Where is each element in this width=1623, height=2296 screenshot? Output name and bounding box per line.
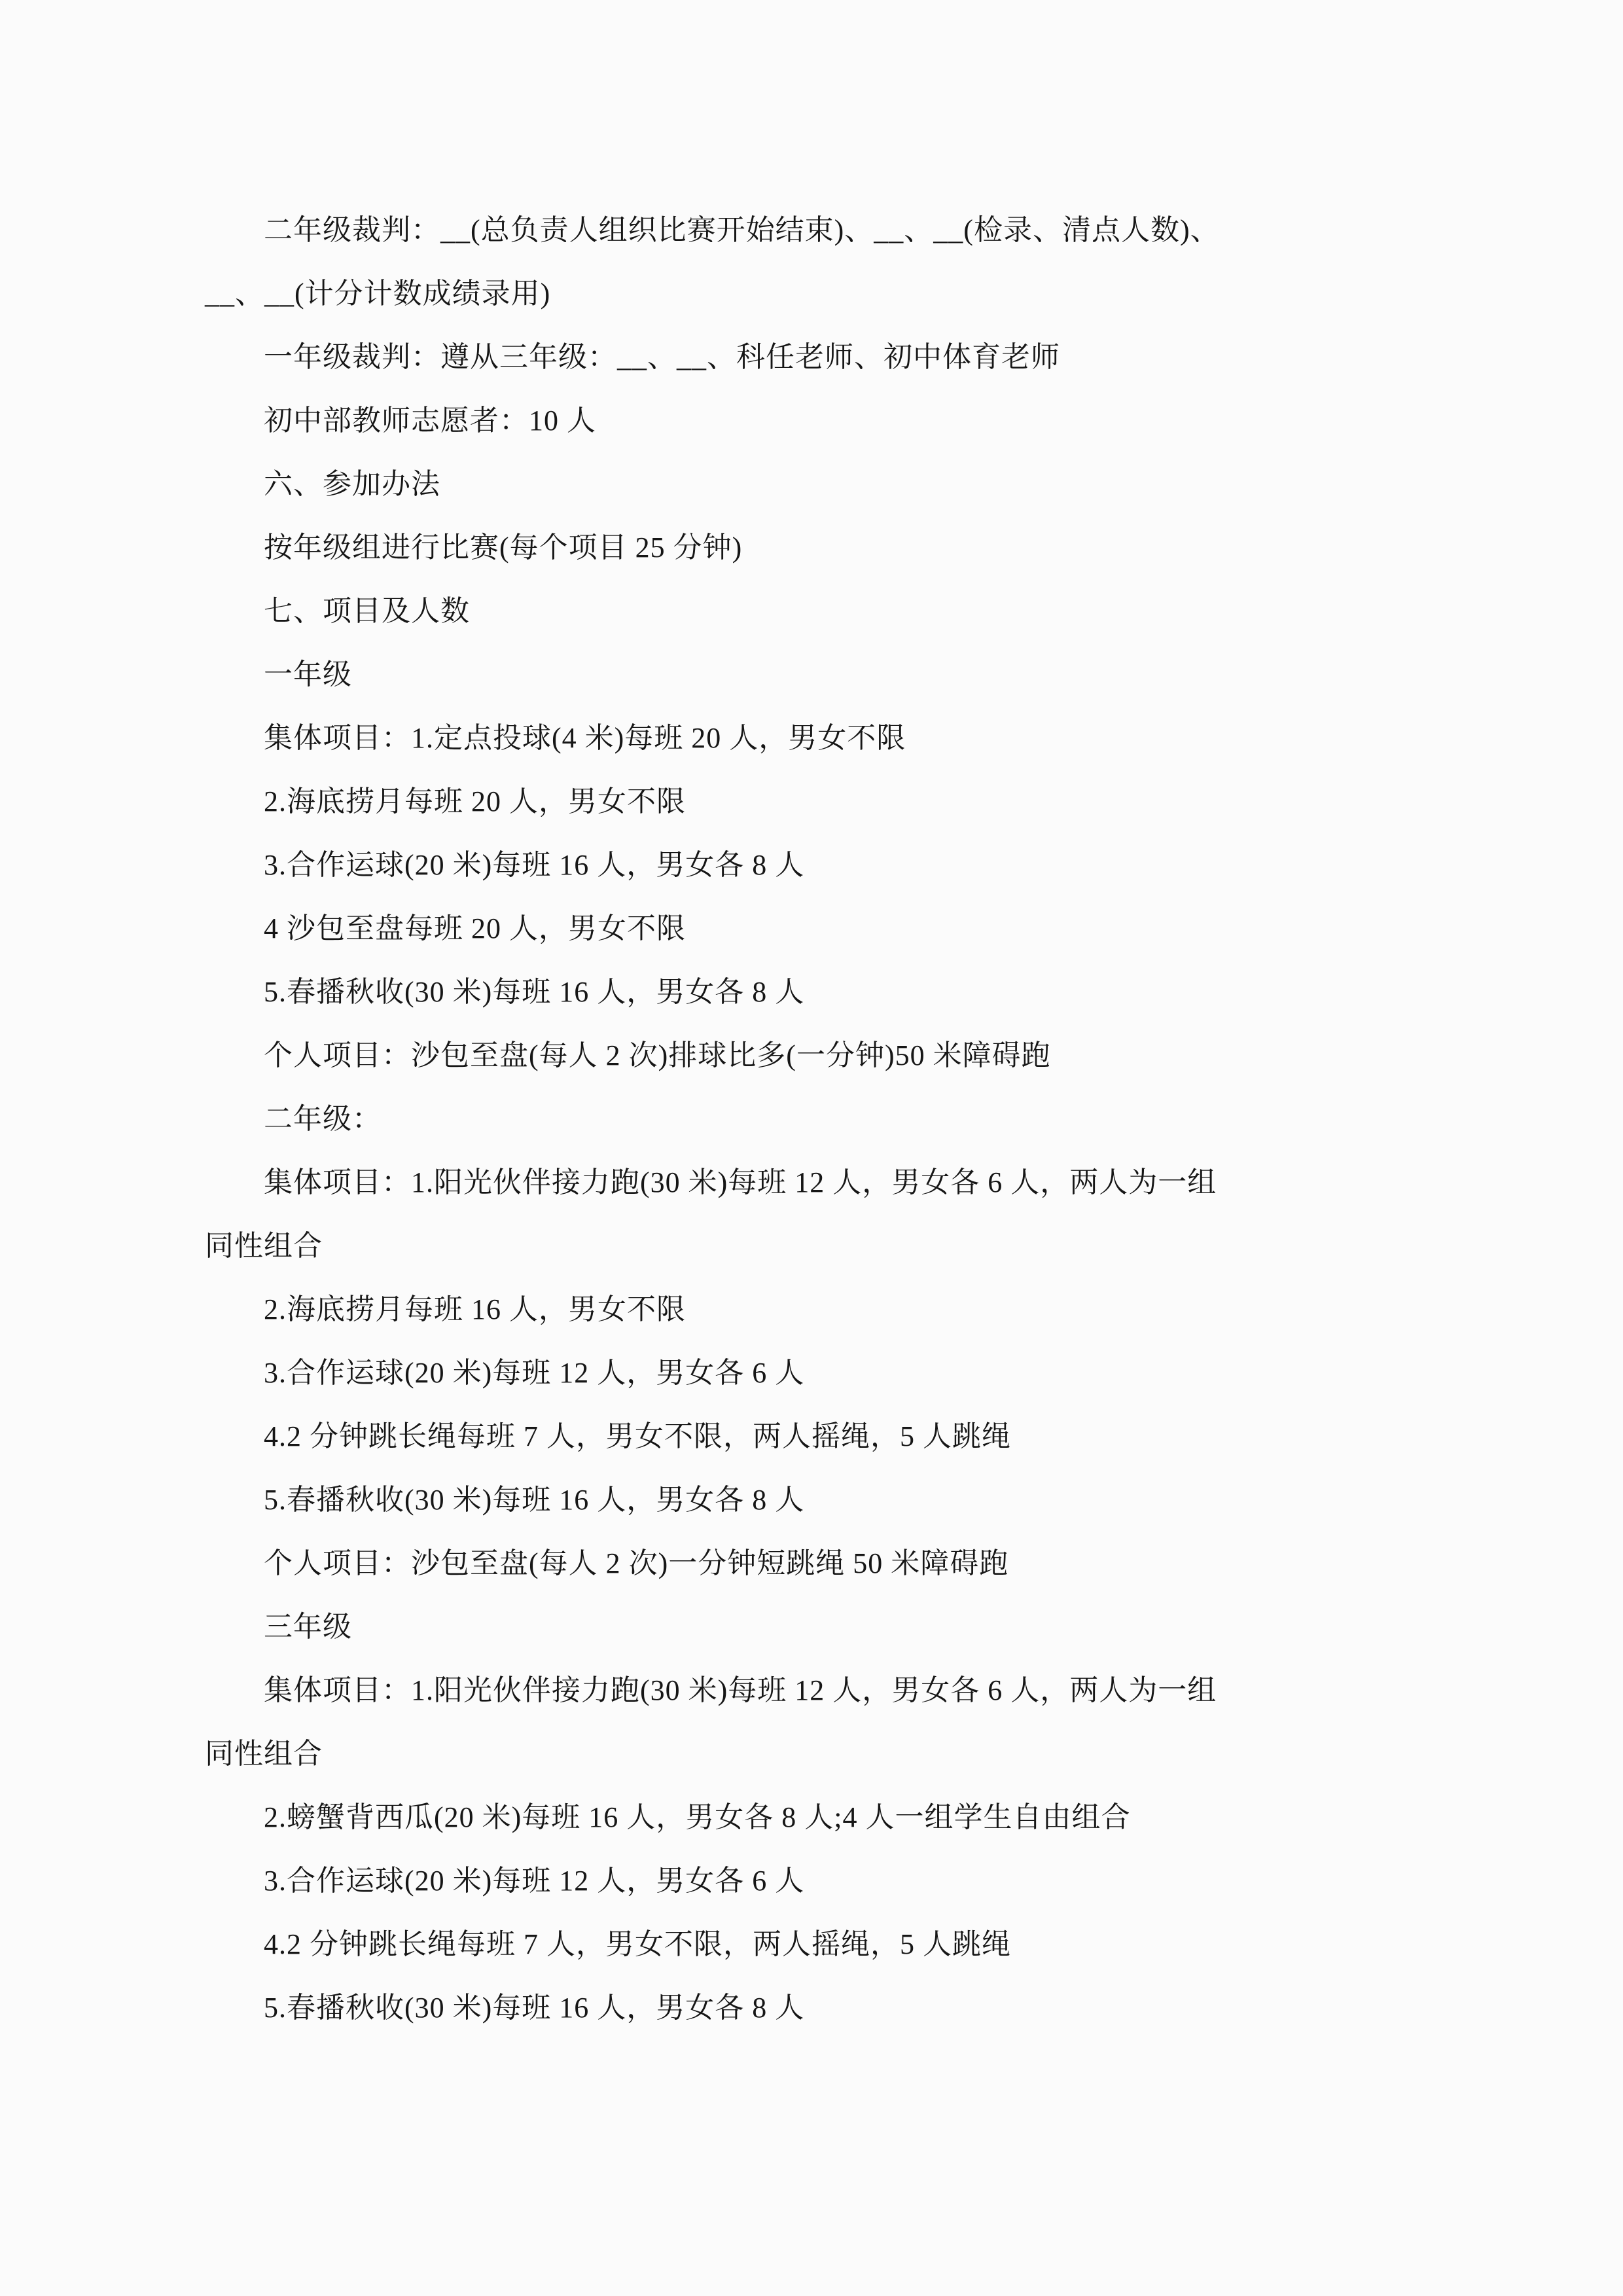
document-line: 集体项目：1.定点投球(4 米)每班 20 人，男女不限	[264, 722, 906, 754]
document-line: 2.海底捞月每班 20 人，男女不限	[264, 785, 686, 817]
document-line: 2.螃蟹背西瓜(20 米)每班 16 人，男女各 8 人;4 人一组学生自由组合	[264, 1801, 1131, 1833]
document-grade-heading: 一年级	[264, 658, 352, 691]
document-section-heading: 六、参加办法	[264, 468, 440, 500]
document-line: 二年级裁判：__(总负责人组织比赛开始结束)、__、__(检录、清点人数)、	[264, 214, 1220, 246]
document-section-heading: 七、项目及人数	[264, 595, 470, 627]
document-line: 5.春播秋收(30 米)每班 16 人，男女各 8 人	[264, 1992, 805, 2024]
document-grade-heading: 二年级：	[264, 1103, 382, 1135]
document-line: 5.春播秋收(30 米)每班 16 人，男女各 8 人	[264, 1484, 805, 1516]
document-line: 一年级裁判：遵从三年级：__、__、科任老师、初中体育老师	[264, 341, 1060, 373]
document-line: __、__(计分计数成绩录用)	[205, 278, 551, 310]
document-line: 3.合作运球(20 米)每班 16 人，男女各 8 人	[264, 849, 805, 881]
document-line: 3.合作运球(20 米)每班 12 人，男女各 6 人	[264, 1357, 805, 1389]
document-line: 2.海底捞月每班 16 人，男女不限	[264, 1293, 686, 1325]
document-line: 同性组合	[205, 1230, 323, 1262]
document-body	[205, 198, 1422, 2039]
document-line: 5.春播秋收(30 米)每班 16 人，男女各 8 人	[264, 976, 805, 1008]
document-line: 4 沙包至盘每班 20 人，男女不限	[264, 912, 686, 944]
document-grade-heading: 三年级	[264, 1611, 352, 1643]
document-line: 集体项目：1.阳光伙伴接力跑(30 米)每班 12 人，男女各 6 人，两人为一组	[264, 1674, 1217, 1706]
document-line: 3.合作运球(20 米)每班 12 人，男女各 6 人	[264, 1865, 805, 1897]
document-line: 个人项目：沙包至盘(每人 2 次)排球比多(一分钟)50 米障碍跑	[264, 1039, 1051, 1071]
document-line: 初中部教师志愿者：10 人	[264, 404, 596, 437]
document-line: 按年级组进行比赛(每个项目 25 分钟)	[264, 531, 743, 564]
document-line: 4.2 分钟跳长绳每班 7 人，男女不限，两人摇绳，5 人跳绳	[264, 1928, 1011, 1960]
document-line: 4.2 分钟跳长绳每班 7 人，男女不限，两人摇绳，5 人跳绳	[264, 1420, 1011, 1452]
document-line: 集体项目：1.阳光伙伴接力跑(30 米)每班 12 人，男女各 6 人，两人为一组	[264, 1166, 1217, 1198]
document-line: 个人项目：沙包至盘(每人 2 次)一分钟短跳绳 50 米障碍跑	[264, 1547, 1009, 1579]
document-line: 同性组合	[205, 1738, 323, 1770]
